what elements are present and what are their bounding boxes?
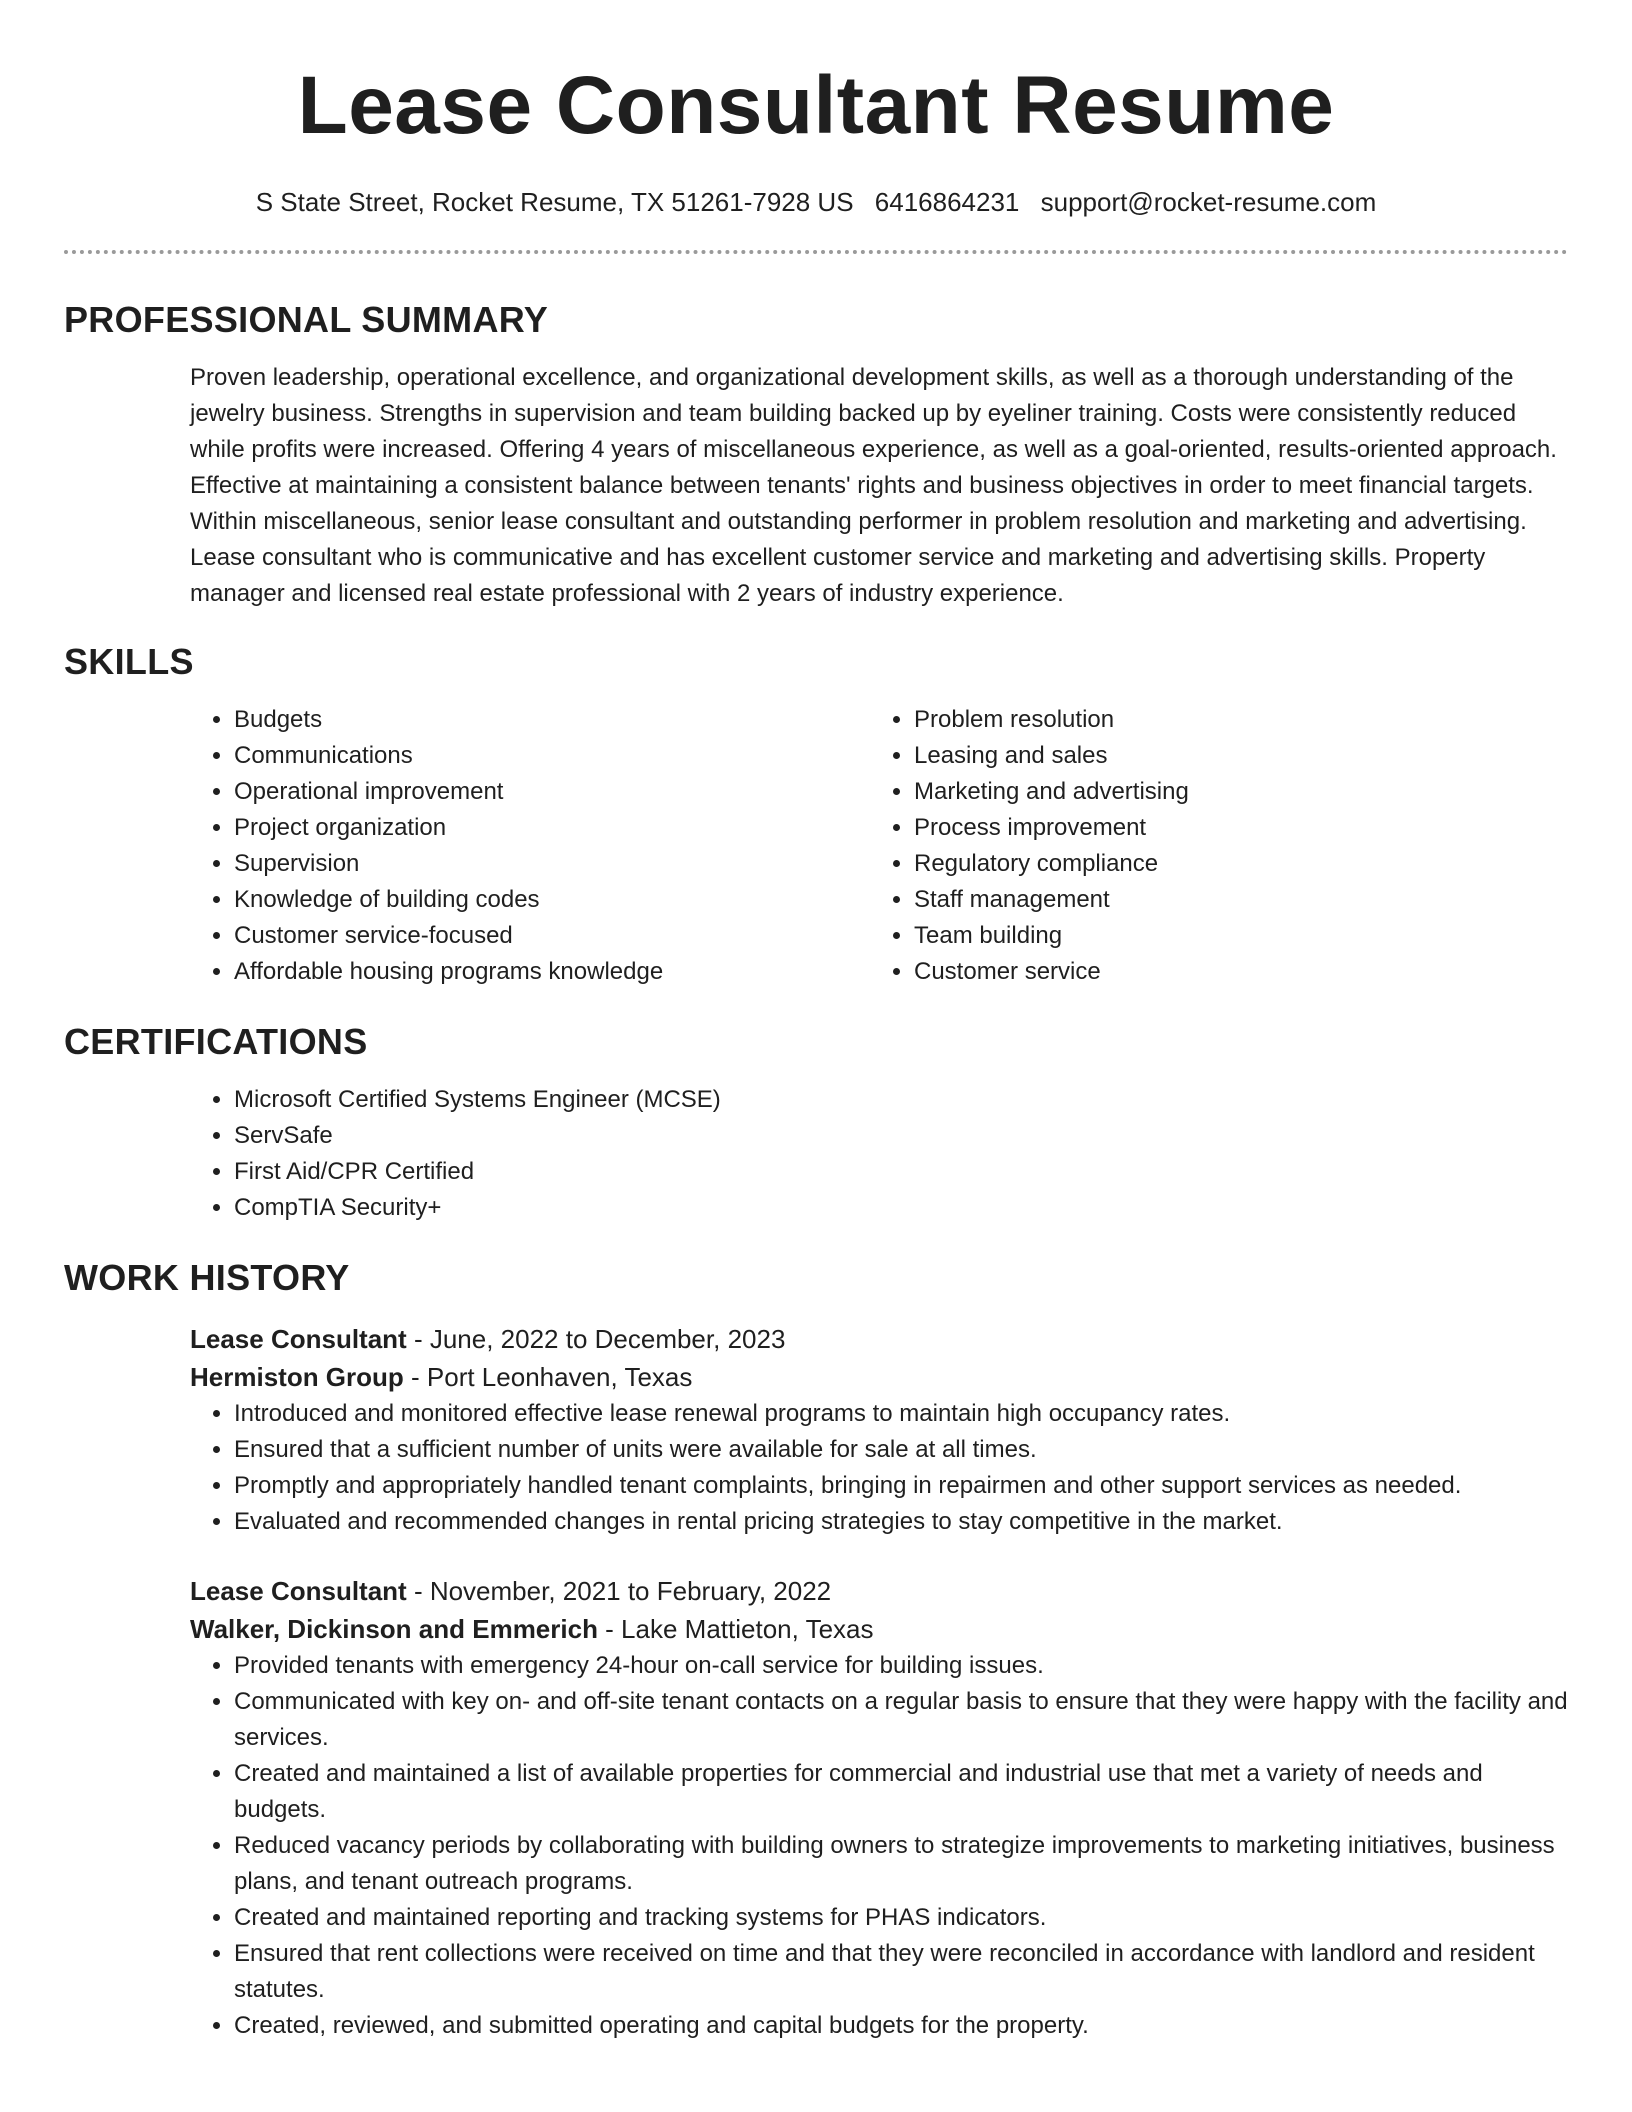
skill-item: • Affordable housing programs knowledge <box>234 954 870 990</box>
job-employer-line <box>190 1610 1568 1648</box>
skills-section <box>64 640 1568 990</box>
skill-item: • Project organization <box>234 810 870 846</box>
skill-item: • Marketing and advertising <box>914 774 1550 810</box>
contact-phone: 6416864231 <box>874 187 1020 217</box>
job-bullet: • Evaluated and recommended changes in rental pricing strategies to stay competitive in the market. <box>234 1504 1568 1540</box>
job-dates: - November, 2021 to February, 2022 <box>406 1576 832 1606</box>
job-employer: Hermiston Group <box>190 1362 404 1392</box>
skill-item: • Supervision <box>234 846 870 882</box>
job-bullet: • Communicated with key on- and off-site tenant contacts on a regular basis to ensure that they were happy with the facility and services. <box>234 1684 1568 1756</box>
summary-text: Proven leadership, operational excellence, and organizational development skills, as well as a thorough understanding of the jewelry business. Strengths in supervision and team building backed up by eyeliner training. Costs were consistently reduced while profits were increased. Offering 4 years of miscellaneous experience, as well as a goal-oriented, results-oriented approach. Effective at maintaining a consistent balance between tenants' rights and business objectives in order to meet financial targets. Within miscellaneous, senior lease consultant and outstanding performer in problem resolution and marketing and advertising. Lease consultant who is communicative and has excellent customer service and marketing and advertising skills. Property manager and licensed real estate professional with 2 years of industry experience. <box>190 364 1557 607</box>
certification-item: • CompTIA Security+ <box>234 1190 1568 1226</box>
summary-section <box>64 298 1568 612</box>
resume-title: Lease Consultant Resume <box>297 60 1335 151</box>
certification-item: • First Aid/CPR Certified <box>234 1154 1568 1190</box>
skill-item: • Budgets <box>234 702 870 738</box>
skill-item: • Team building <box>914 918 1550 954</box>
skill-item: • Regulatory compliance <box>914 846 1550 882</box>
certifications-heading: CERTIFICATIONS <box>64 1021 368 1062</box>
certifications-section <box>64 1020 1568 1226</box>
job-entry <box>190 1572 1568 2044</box>
skill-item: • Knowledge of building codes <box>234 882 870 918</box>
certification-item: • ServSafe <box>234 1118 1568 1154</box>
skill-item: • Customer service-focused <box>234 918 870 954</box>
skills-column-left <box>190 702 870 990</box>
job-title-line <box>190 1320 1568 1358</box>
skill-item: • Customer service <box>914 954 1550 990</box>
job-bullet: • Introduced and monitored effective lease renewal programs to maintain high occupancy rates. <box>234 1396 1568 1432</box>
skills-grid <box>190 702 1568 990</box>
job-bullet: • Created, reviewed, and submitted operating and capital budgets for the property. <box>234 2008 1568 2044</box>
job-bullet: • Promptly and appropriately handled tenant complaints, bringing in repairmen and other support services as needed. <box>234 1468 1568 1504</box>
job-dates: - June, 2022 to December, 2023 <box>406 1324 786 1354</box>
job-bullet: • Reduced vacancy periods by collaborating with building owners to strategize improvements to marketing initiatives, business plans, and tenant outreach programs. <box>234 1828 1568 1900</box>
job-bullets <box>190 1396 1568 1540</box>
job-location: - Lake Mattieton, Texas <box>597 1614 874 1644</box>
skill-item: • Leasing and sales <box>914 738 1550 774</box>
skill-item: • Communications <box>234 738 870 774</box>
skill-item: • Process improvement <box>914 810 1550 846</box>
certifications-list <box>190 1082 1568 1226</box>
summary-heading: PROFESSIONAL SUMMARY <box>64 299 549 340</box>
job-title: Lease Consultant <box>190 1576 407 1606</box>
work-history-section <box>64 1256 1568 2044</box>
skill-item: • Staff management <box>914 882 1550 918</box>
skills-heading: SKILLS <box>64 641 194 682</box>
work-history-heading: WORK HISTORY <box>64 1257 350 1298</box>
job-title-line <box>190 1572 1568 1610</box>
certification-item: • Microsoft Certified Systems Engineer (MCSE) <box>234 1082 1568 1118</box>
header-divider <box>64 250 1568 254</box>
contact-info <box>64 184 1568 220</box>
skills-column-right <box>870 702 1550 990</box>
job-bullet: • Provided tenants with emergency 24-hour on-call service for building issues. <box>234 1648 1568 1684</box>
job-entry <box>190 1320 1568 1540</box>
job-title: Lease Consultant <box>190 1324 407 1354</box>
job-bullet: • Ensured that a sufficient number of units were available for sale at all times. <box>234 1432 1568 1468</box>
skill-item: • Operational improvement <box>234 774 870 810</box>
job-bullet: • Ensured that rent collections were received on time and that they were reconciled in accordance with landlord and resident statutes. <box>234 1936 1568 2008</box>
job-bullet: • Created and maintained a list of available properties for commercial and industrial use that met a variety of needs and budgets. <box>234 1756 1568 1828</box>
job-employer: Walker, Dickinson and Emmerich <box>190 1614 598 1644</box>
job-bullet: • Created and maintained reporting and tracking systems for PHAS indicators. <box>234 1900 1568 1936</box>
skill-item: • Problem resolution <box>914 702 1550 738</box>
contact-address: S State Street, Rocket Resume, TX 51261-7928 US <box>255 187 854 217</box>
job-bullets <box>190 1648 1568 2044</box>
contact-email: support@rocket-resume.com <box>1040 187 1377 217</box>
job-location: - Port Leonhaven, Texas <box>403 1362 693 1392</box>
job-employer-line <box>190 1358 1568 1396</box>
